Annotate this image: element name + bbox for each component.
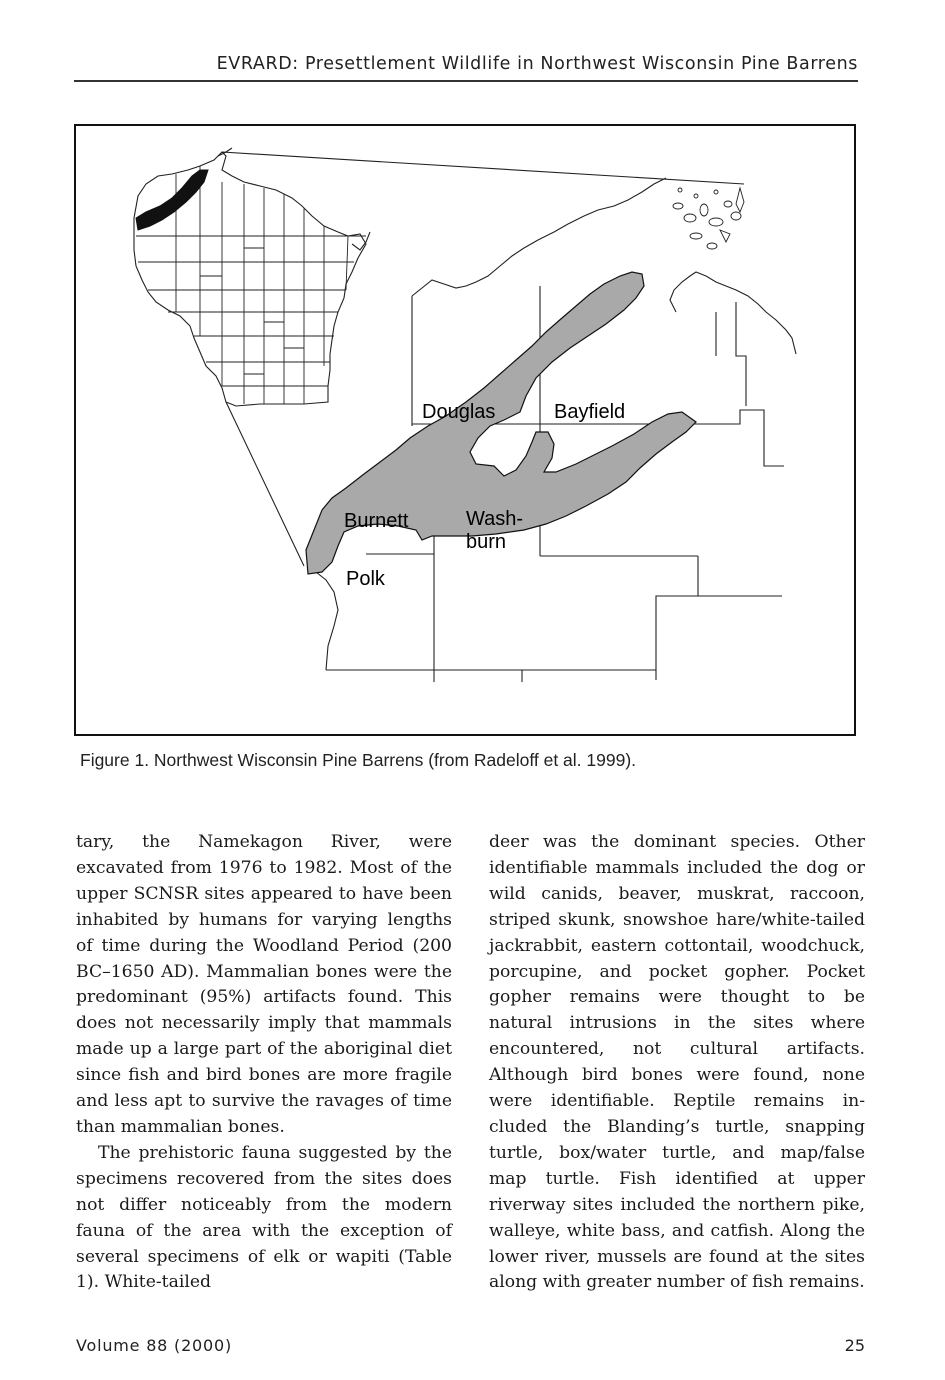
county-label-burnett: Burnett — [344, 510, 409, 532]
apostle-islands — [673, 188, 744, 249]
map-drawing — [76, 126, 854, 734]
body-left-column — [76, 830, 452, 1296]
inset-barrens-region — [136, 170, 208, 230]
page-number: 25 — [844, 1336, 865, 1355]
wisconsin-inset-outline — [134, 152, 366, 406]
paragraph: tary, the Namekagon River, were excavated from 1976 to 1982. Most of the upper SCNSR sites appeared to have been inhabited by humans for varying lengths of time during the Woodland Period (200 BC–1650 AD). Mammalian bones were the predominant (95%) artifacts found. This does not necessarily imply that mammals made up a large part of the aboriginal diet since fish and bird bones are more fragile and less apt to survive the ravages of time than mammalian bones. — [76, 832, 452, 1137]
figure-map — [74, 124, 856, 736]
running-head: EVRARD: Presettlement Wildlife in Northwest Wisconsin Pine Barrens — [216, 54, 858, 74]
body-right-column — [489, 830, 865, 1296]
projection-line-top — [222, 152, 744, 184]
figure-caption: Figure 1. Northwest Wisconsin Pine Barrens (from Radeloff et al. 1999). — [80, 750, 637, 770]
paragraph: deer was the dominant species. Other identifiable mammals included the dog or wild canids, beaver, muskrat, raccoon, striped skunk, snowshoe hare/white-tailed jackrabbit, eastern cottontail, woodchuck, porcupine, and pocket gopher. Pocket gopher remains were thought to be natural intrusions in the sites where encountered, not cultural artifacts. Although bird bones were found, none were identifiable. Reptile remains included the Blanding’s turtle, snapping turtle, box/water turtle, and map/false map turtle. Fish identified at upper riverway sites included the northern pike, walleye, white bass, and catfish. Along the lower river, mussels are found at the sites along with greater number of fish remains. — [489, 832, 865, 1293]
paragraph: The prehistoric fauna suggested by the specimens recovered from the sites does not differ noticeably from the modern fauna of the area with the exception of several specimens of elk or wapiti (Table 1). White-tailed — [76, 1142, 452, 1293]
projection-line-bottom — [226, 402, 304, 566]
county-label-washburn: Wash- burn — [466, 508, 524, 553]
county-label-bayfield: Bayfield — [554, 401, 626, 423]
county-label-polk: Polk — [346, 568, 385, 590]
footer-volume: Volume 88 (2000) — [76, 1336, 233, 1355]
county-label-douglas: Douglas — [422, 401, 496, 423]
header-rule — [74, 80, 858, 82]
